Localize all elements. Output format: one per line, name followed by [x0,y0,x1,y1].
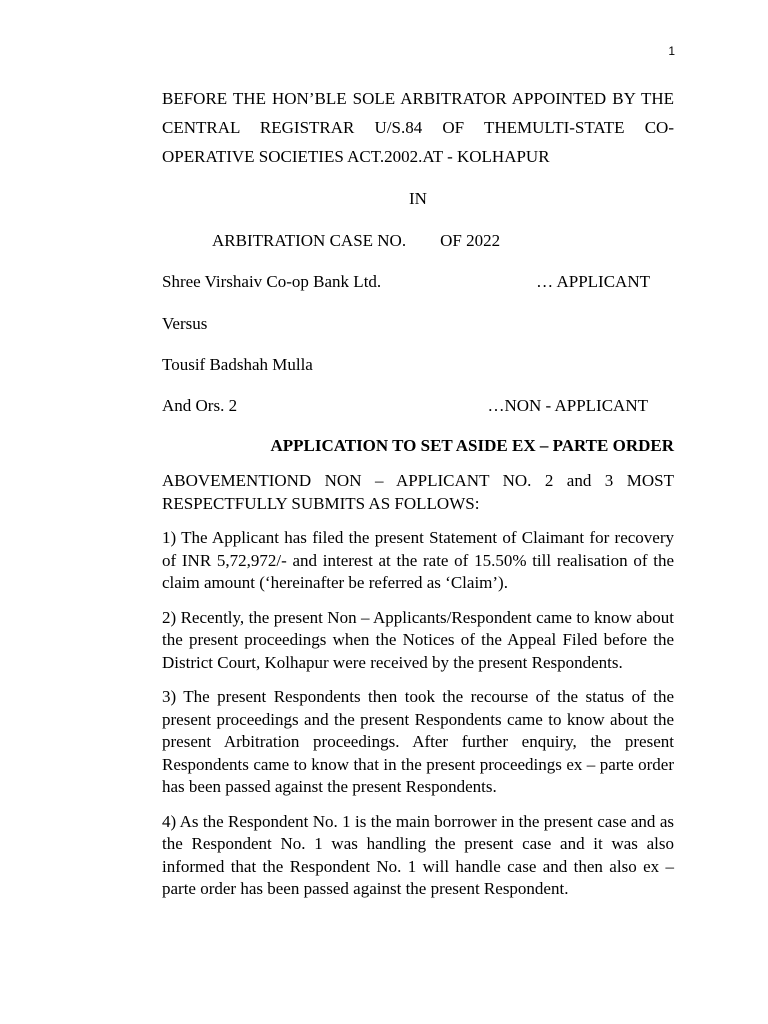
respondent-role: …NON - APPLICANT [487,396,648,415]
document-body [162,84,674,901]
respondent-row [162,394,674,418]
page-number: 1 [668,44,675,58]
versus-label: Versus [162,314,208,333]
intro-paragraph: ABOVEMENTIOND NON – APPLICANT NO. 2 and 3 MOST RESPECTFULLY SUBMITS AS FOLLOWS: [162,471,674,513]
case-number-line [162,229,674,253]
case-year: OF 2022 [440,231,501,250]
respondent-others: And Ors. 2 [162,396,238,415]
application-title: APPLICATION TO SET ASIDE EX – PARTE ORDER [270,436,674,455]
applicant-row [162,270,674,294]
applicant-role: … APPLICANT [536,272,650,291]
court-heading: BEFORE THE HON’BLE SOLE ARBITRATOR APPOINTED BY THE CENTRAL REGISTRAR U/S.84 OF THEMULTI-STATE CO-OPERATIVE SOCIETIES ACT.2002.AT - KOLHAPUR [162,89,674,166]
paragraph-2: 2) Recently, the present Non – Applicants/Respondent came to know about the present proceedings when the Notices of the Appeal Filed before the District Court, Kolhapur were received by the present Respondents. [162,607,674,672]
paragraph-3: 3) The present Respondents then took the recourse of the status of the present proceedings and the present Respondents came to know about the present Arbitration proceedings. After further enquiry, the present Respondents came to know that in the present proceedings ex – parte order has been passed against the present Respondents. [162,687,674,796]
in-label: IN [409,189,427,208]
paragraph-4: 4) As the Respondent No. 1 is the main borrower in the present case and as the Respondent No. 1 was handling the present case and it was also informed that the Respondent No. 1 will handle case and then also ex – parte order has been passed against the present Respondent. [162,811,674,898]
respondent-name: Tousif Badshah Mulla [162,355,313,374]
paragraph-1: 1) The Applicant has filed the present Statement of Claimant for recovery of INR 5,72,972/- and interest at the rate of 15.50% till realisation of the claim amount (‘hereinafter be referred as ‘Claim’). [162,528,674,592]
case-label: ARBITRATION CASE NO. [212,231,407,250]
applicant-name: Shree Virshaiv Co-op Bank Ltd. [162,272,382,291]
